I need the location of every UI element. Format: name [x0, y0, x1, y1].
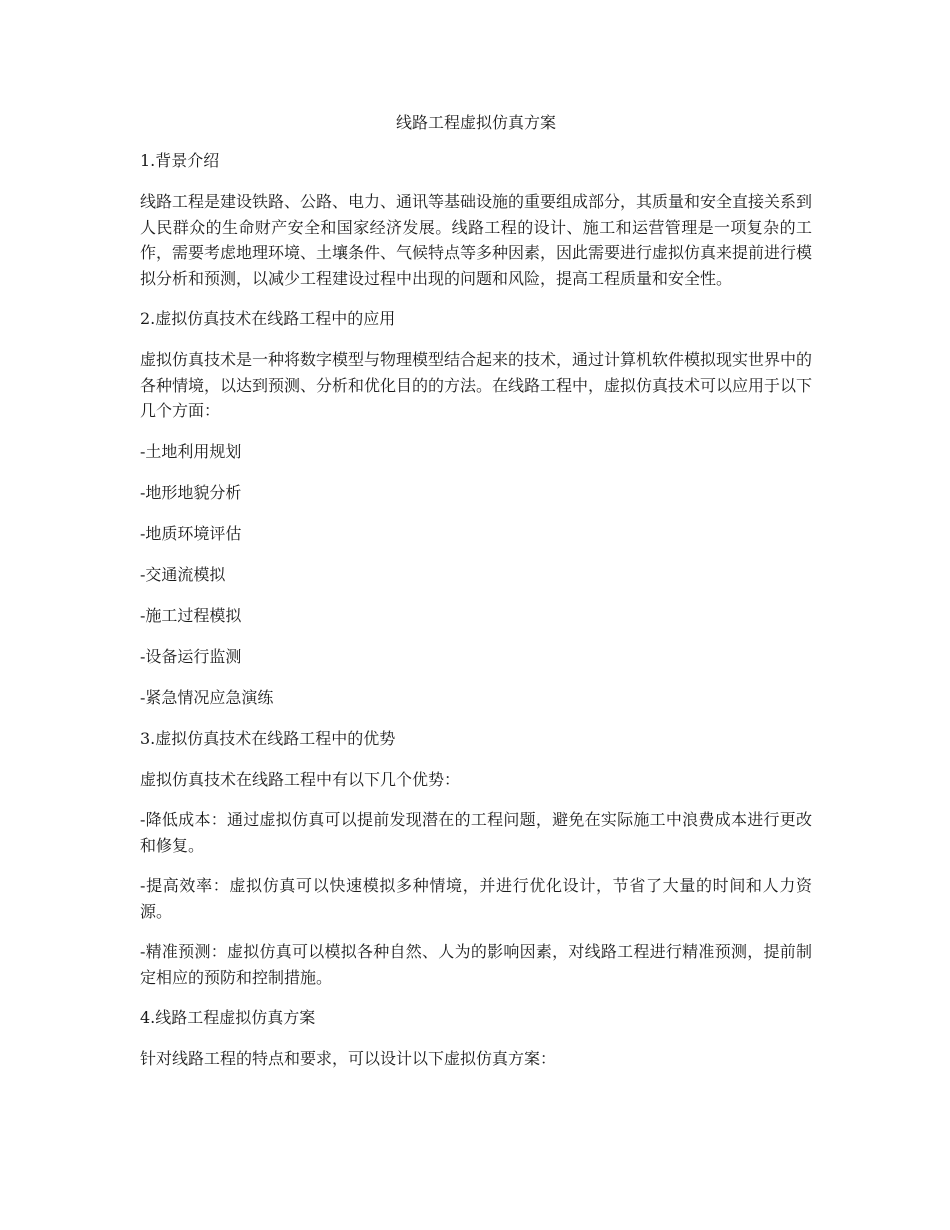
list-item: -交通流模拟	[140, 564, 226, 584]
plan-intro: 针对线路工程的特点和要求，可以设计以下虚拟仿真方案：	[140, 1049, 557, 1068]
list-item: -紧急情况应急演练	[140, 687, 274, 707]
section-heading-plan: 4.线路工程虚拟仿真方案	[140, 1008, 316, 1027]
document-title: 线路工程虚拟仿真方案	[395, 113, 556, 132]
list-item: -地质环境评估	[140, 523, 242, 543]
advantages-intro: 虚拟仿真技术在线路工程中有以下几个优势：	[140, 769, 461, 789]
list-item: -土地利用规划	[140, 441, 242, 461]
document-body	[140, 110, 812, 1087]
section-heading-advantages: 3.虚拟仿真技术在线路工程中的优势	[140, 728, 396, 748]
advantage-item: -精准预测：虚拟仿真可以模拟各种自然、人为的影响因素，对线路工程进行精准预测，提前制定相应的预防和控制措施。	[140, 942, 812, 987]
list-item: -地形地貌分析	[140, 482, 242, 502]
list-item: -施工过程模拟	[140, 605, 242, 625]
advantage-item: -降低成本：通过虚拟仿真可以提前发现潜在的工程问题，避免在实际施工中浪费成本进行更改和修复。	[140, 810, 812, 855]
list-item: -设备运行监测	[140, 646, 242, 666]
section-heading-applications: 2.虚拟仿真技术在线路工程中的应用	[140, 309, 396, 328]
background-paragraph: 线路工程是建设铁路、公路、电力、通讯等基础设施的重要组成部分，其质量和安全直接关系到人民群众的生命财产安全和国家经济发展。线路工程的设计、施工和运营管理是一项复杂的工作，需要考虑地理环境、土壤条件、气候特点等多种因素，因此需要进行虚拟仿真来提前进行模拟分析和预测，以减少工程建设过程中出现的问题和风险，提高工程质量和安全性。	[140, 192, 813, 288]
advantage-item: -提高效率：虚拟仿真可以快速模拟多种情境，并进行优化设计，节省了大量的时间和人力资源。	[140, 876, 812, 921]
section-heading-background: 1.背景介绍	[140, 151, 220, 170]
applications-paragraph: 虚拟仿真技术是一种将数字模型与物理模型结合起来的技术，通过计算机软件模拟现实世界中的各种情境，以达到预测、分析和优化目的的方法。在线路工程中，虚拟仿真技术可以应用于以下几个方面：	[140, 350, 813, 420]
